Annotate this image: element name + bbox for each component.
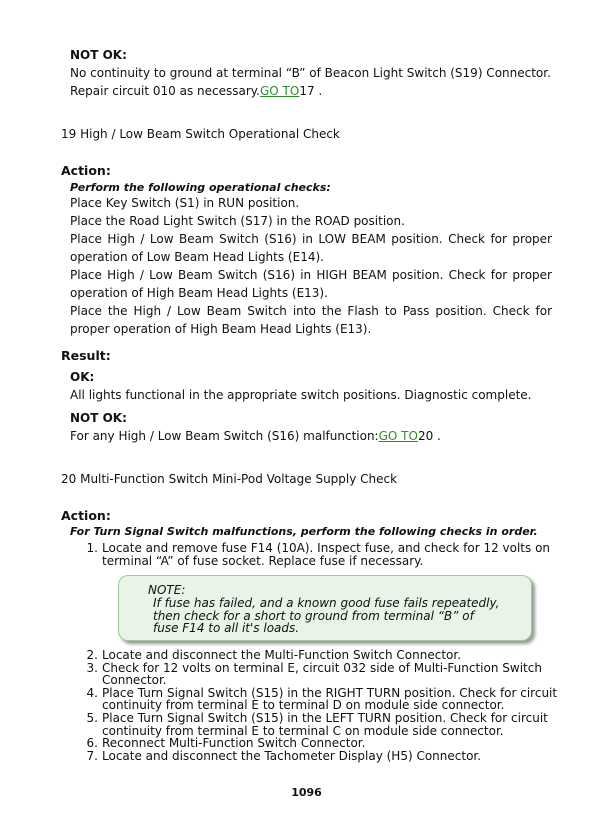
step-20-intro: For Turn Signal Switch malfunctions, perform the following checks in order. <box>70 525 538 538</box>
list-item: 5. Place Turn Signal Switch (S15) in the LEFT TURN position. Check for circuit continuity from terminal E to terminal C on module side connector. <box>86 710 548 738</box>
step-19-item: Place High / Low Beam Switch (S16) in HIGH BEAM position. Check for proper operation of High Beam Head Lights (E13). <box>70 268 552 300</box>
step-19-result-label: Result: <box>61 348 111 363</box>
note-box <box>118 575 532 641</box>
goto-target-17: 17 . <box>299 84 323 98</box>
step-19-intro: Perform the following operational checks: <box>70 181 331 194</box>
list-item: 3. Check for 12 volts on terminal E, circuit 032 side of Multi-Function Switch Connector. <box>86 660 542 688</box>
step-19-action-label: Action: <box>61 163 111 178</box>
step-19-item: Place the Road Light Switch (S17) in the ROAD position. <box>70 214 405 228</box>
note-label: NOTE: <box>148 583 186 597</box>
step-19-ok-label: OK: <box>70 370 95 384</box>
notok-line1: No continuity to ground at terminal “B” of Beacon Light Switch (S19) Connector. <box>70 66 551 80</box>
step-19-item: Place Key Switch (S1) in RUN position. <box>70 196 300 210</box>
notok-line2: Repair circuit 010 as necessary. <box>70 84 260 98</box>
step-20-title: 20 Multi-Function Switch Mini-Pod Voltage Supply Check <box>61 472 398 486</box>
goto-target-20: 20 . <box>417 429 441 443</box>
page-number: 1096 <box>291 786 322 799</box>
step-20-list-part2 <box>70 649 582 762</box>
notok-text-top <box>70 64 552 100</box>
step-19-item: Place High / Low Beam Switch (S16) in LOW BEAM position. Check for proper operation of Low Beam Head Lights (E14). <box>70 232 552 264</box>
list-item: 4. Place Turn Signal Switch (S15) in the RIGHT TURN position. Check for circuit continuity from terminal E to terminal D on module side connector. <box>86 685 558 713</box>
goto-link-20[interactable]: GO TO <box>378 429 418 443</box>
notok-label-top: NOT OK: <box>70 48 127 62</box>
list-item: 1. Locate and remove fuse F14 (10A). Inspect fuse, and check for 12 volts on terminal “A” of fuse socket. Replace fuse if necessary. <box>86 541 551 568</box>
step-19-notok-text <box>70 427 441 445</box>
goto-link-17[interactable]: GO TO <box>260 84 300 98</box>
step-19-ok-text: All lights functional in the appropriate switch positions. Diagnostic complete. <box>70 388 532 402</box>
step-19-item: Place the High / Low Beam Switch into the Flash to Pass position. Check for proper operation of High Beam Head Lights (E13). <box>70 304 552 336</box>
step-19-title: 19 High / Low Beam Switch Operational Check <box>61 127 340 141</box>
list-item: 2. Locate and disconnect the Multi-Function Switch Connector. <box>86 648 462 662</box>
note-text: If fuse has failed, and a known good fuse fails repeatedly, then check for a short to ground from terminal “B” of fuse F14 to all it's loads. <box>153 596 500 636</box>
step-20-list-part1 <box>70 542 582 567</box>
list-item: 7. Locate and disconnect the Tachometer Display (H5) Connector. <box>86 748 482 763</box>
list-item: 6. Reconnect Multi-Function Switch Connector. <box>86 736 366 751</box>
step-19-notok-sentence: For any High / Low Beam Switch (S16) malfunction: <box>70 429 379 443</box>
step-19-notok-label: NOT OK: <box>70 411 127 425</box>
step-20-action-label: Action: <box>61 508 111 523</box>
